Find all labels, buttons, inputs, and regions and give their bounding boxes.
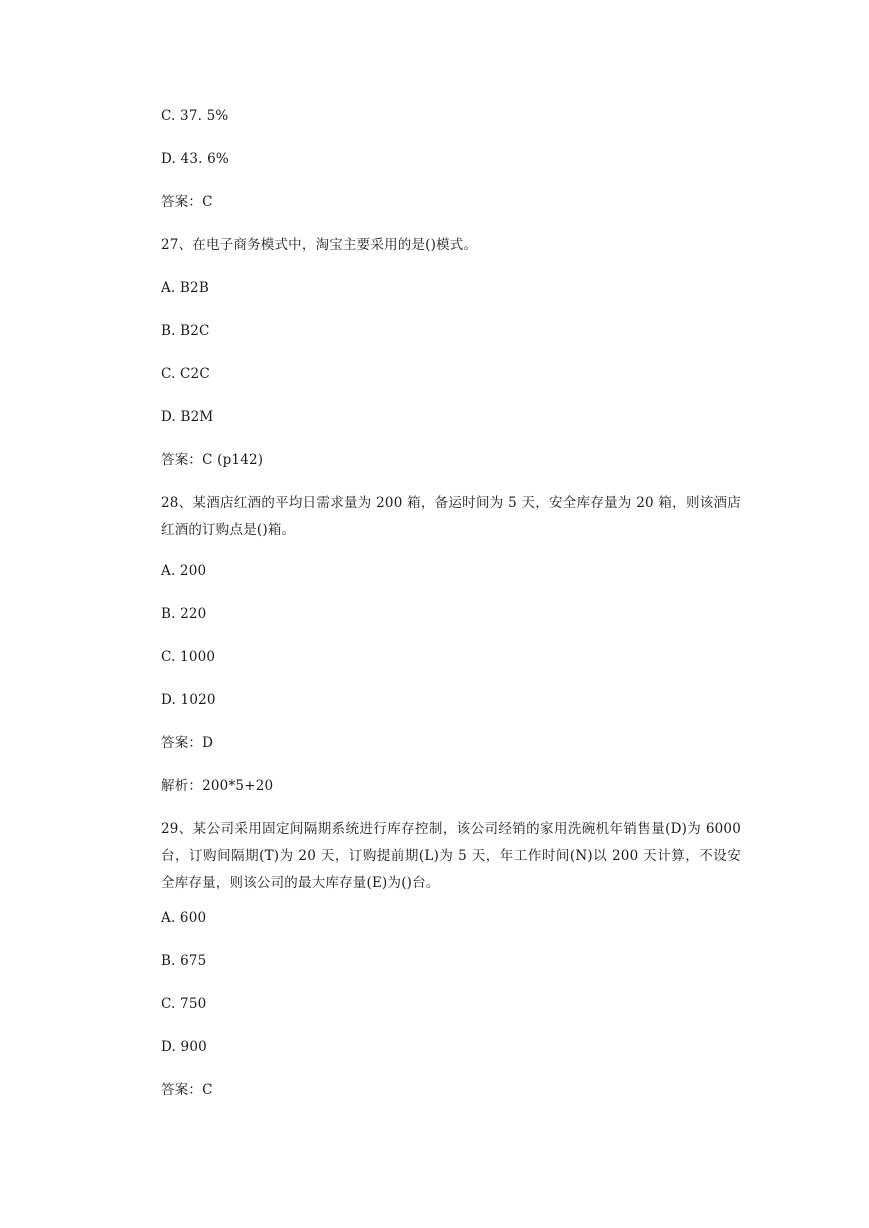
option-b: B. 675 <box>161 953 207 969</box>
option-d: D. 1020 <box>161 692 216 708</box>
answer: 答案：C <box>161 194 213 210</box>
question-28-stem: 28、某酒店红酒的平均日需求量为 200 箱，备运时间为 5 天，安全库存量为 20 箱，则该酒店红酒的订购点是()箱。 <box>161 495 741 538</box>
question-29-stem: 29、某公司采用固定间隔期系统进行库存控制，该公司经销的家用洗碗机年销售量(D)为 6000 台，订购间隔期(T)为 20 天，订购提前期(L)为 5 天，年工作时间(N)以 200 天计算，不设安全库存量，则该公司的最大库存量(E)为()台。 <box>161 821 741 891</box>
option-d: D. 900 <box>161 1039 207 1055</box>
answer: 答案：C (p142) <box>161 452 264 468</box>
analysis: 解析：200*5+20 <box>161 778 274 794</box>
option-a: A. 200 <box>161 563 207 579</box>
option-c: C. 1000 <box>161 649 216 665</box>
option-b: B. 220 <box>161 606 207 622</box>
option-c: C. 750 <box>161 996 207 1012</box>
option-d: D. 43. 6% <box>161 151 229 167</box>
option-a: A. 600 <box>161 910 207 926</box>
option-a: A. B2B <box>161 280 209 296</box>
question-27-stem: 27、在电子商务模式中，淘宝主要采用的是()模式。 <box>161 237 478 253</box>
option-c: C. C2C <box>161 366 210 382</box>
option-b: B. B2C <box>161 323 210 339</box>
option-c: C. 37. 5% <box>161 108 229 124</box>
option-d: D. B2M <box>161 409 214 425</box>
answer: 答案：C <box>161 1082 213 1098</box>
answer: 答案：D <box>161 735 214 751</box>
